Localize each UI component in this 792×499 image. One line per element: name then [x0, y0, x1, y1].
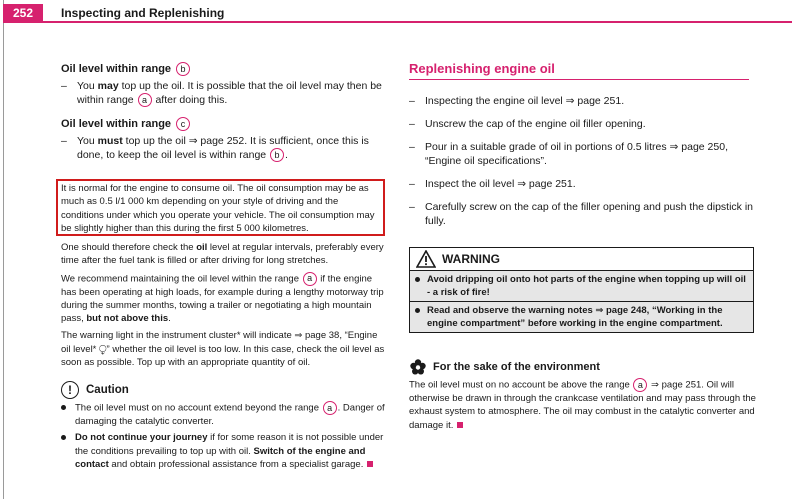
chapter-title: Inspecting and Replenishing [61, 6, 225, 20]
caution-block [61, 381, 386, 471]
step-item: – Unscrew the cap of the engine oil filler opening. [409, 118, 646, 130]
warning-triangle-icon [416, 250, 436, 268]
caution-item-text: The oil level must on no account extend beyond the range a . Danger of damaging the catalytic converter. [75, 402, 385, 427]
range-a-marker: a [138, 93, 152, 107]
range-a-marker: a [323, 401, 337, 415]
subheading-text: Oil level within range [61, 118, 172, 131]
paragraph-recommend-range: We recommend maintaining the oil level within the range a if the engine has been operating at high loads, for example during a lengthy motorway trip during the summer months, towing a trailer or negotiating a high mountain pass, but not above this. [61, 273, 384, 325]
flower-environment-icon [409, 358, 427, 376]
environment-heading [409, 358, 757, 376]
caution-title: Caution [86, 384, 129, 396]
list-item-text: You may top up the oil. It is possible that the oil level may then be within range a after doing this. [77, 80, 382, 106]
end-of-section-icon [457, 422, 463, 428]
step-item: – Inspecting the engine oil level ⇒ page 251. [409, 95, 625, 107]
caution-item-journey [61, 431, 386, 471]
step-item: – Carefully screw on the cap of the filler opening and push the dipstick in fully. [409, 201, 754, 227]
warning-item-fire: Avoid dripping oil onto hot parts of the engine when topping up will oil - a risk of fire! [410, 271, 753, 301]
steps-list [409, 94, 757, 228]
subheading-range-b [61, 62, 386, 76]
environment-text: The oil level must on no account be above the range a ⇒ page 251. Oil will otherwise be drawn in through the crankcase ventilation and may pass through the exhaust system to atmosphere. The oil may combust in the catalytic converter and damage it. [409, 379, 756, 431]
environment-block [409, 358, 757, 432]
bullet-icon [61, 431, 67, 471]
dash-marker: – [61, 80, 67, 92]
left-paragraphs [61, 241, 386, 369]
warning-box [409, 247, 754, 333]
header-rule [43, 21, 792, 23]
page-header [3, 4, 792, 24]
environment-title: For the sake of the environment [433, 361, 600, 373]
range-b-marker: b [270, 148, 284, 162]
page-edge-rule [3, 0, 4, 499]
caution-exclamation-icon: ! [61, 381, 79, 399]
list-item-text: You must top up the oil ⇒ page 252. It is sufficient, once this is done, to keep the oil level is within range b . [77, 135, 369, 162]
oil-consumption-note: It is normal for the engine to consume oil. The oil consumption may be as much as 0.5 l/1 000 km depending on your style of driving and the conditions under which you operate your vehicle. The oil consumption may be slightly higher than this during the first 5 000 kilometres. [61, 183, 375, 234]
caution-item-text: Do not continue your journey if for some reason it is not possible under the conditions prevailing to top up with oil. Switch of the engine and contact and obtain professional assistance from a specialist garage. [75, 432, 384, 470]
step-item: – Inspect the oil level ⇒ page 251. [409, 178, 576, 190]
right-column [409, 62, 757, 228]
end-of-section-icon [367, 461, 373, 467]
paragraph-check-regularly: One should therefore check the oil level at regular intervals, preferably every time after the fuel tank is filled or after driving for long stretches. [61, 242, 384, 267]
page-number: 252 [3, 4, 43, 23]
caution-heading [61, 381, 386, 399]
subheading-text: Oil level within range [61, 63, 172, 75]
range-a-marker: a [633, 378, 647, 392]
section-title-replenishing: Replenishing engine oil [409, 62, 749, 80]
left-column [61, 62, 386, 162]
paragraph-warning-light: The warning light in the instrument cluster* will indicate ⇒ page 38, “Engine oil level* ⧬” whether the oil level is too low. In this case, check the oil level as soon as possible. Top up with an appropriate quantity of oil. [61, 330, 385, 369]
bullet-icon [415, 273, 421, 299]
step-item: – Pour in a suitable grade of oil in portions of 0.5 litres ⇒ page 250, “Engine oil specifications”. [409, 141, 728, 167]
list-item-must-top-up [61, 134, 386, 162]
range-a-marker: a [303, 272, 317, 286]
warning-title: WARNING [442, 252, 500, 266]
bullet-icon [415, 304, 421, 330]
range-b-marker: b [176, 62, 190, 76]
range-c-marker: c [176, 117, 190, 131]
warning-item-read-notes: Read and observe the warning notes ⇒ page 248, “Working in the engine compartment” before working in the engine compartment. [410, 301, 753, 332]
list-item-may-top-up [61, 79, 386, 107]
dash-marker: – [61, 135, 67, 148]
bullet-icon [61, 401, 67, 428]
caution-item-range [61, 401, 386, 428]
warning-body [409, 271, 754, 333]
warning-heading [409, 247, 754, 271]
subheading-range-c [61, 117, 386, 131]
